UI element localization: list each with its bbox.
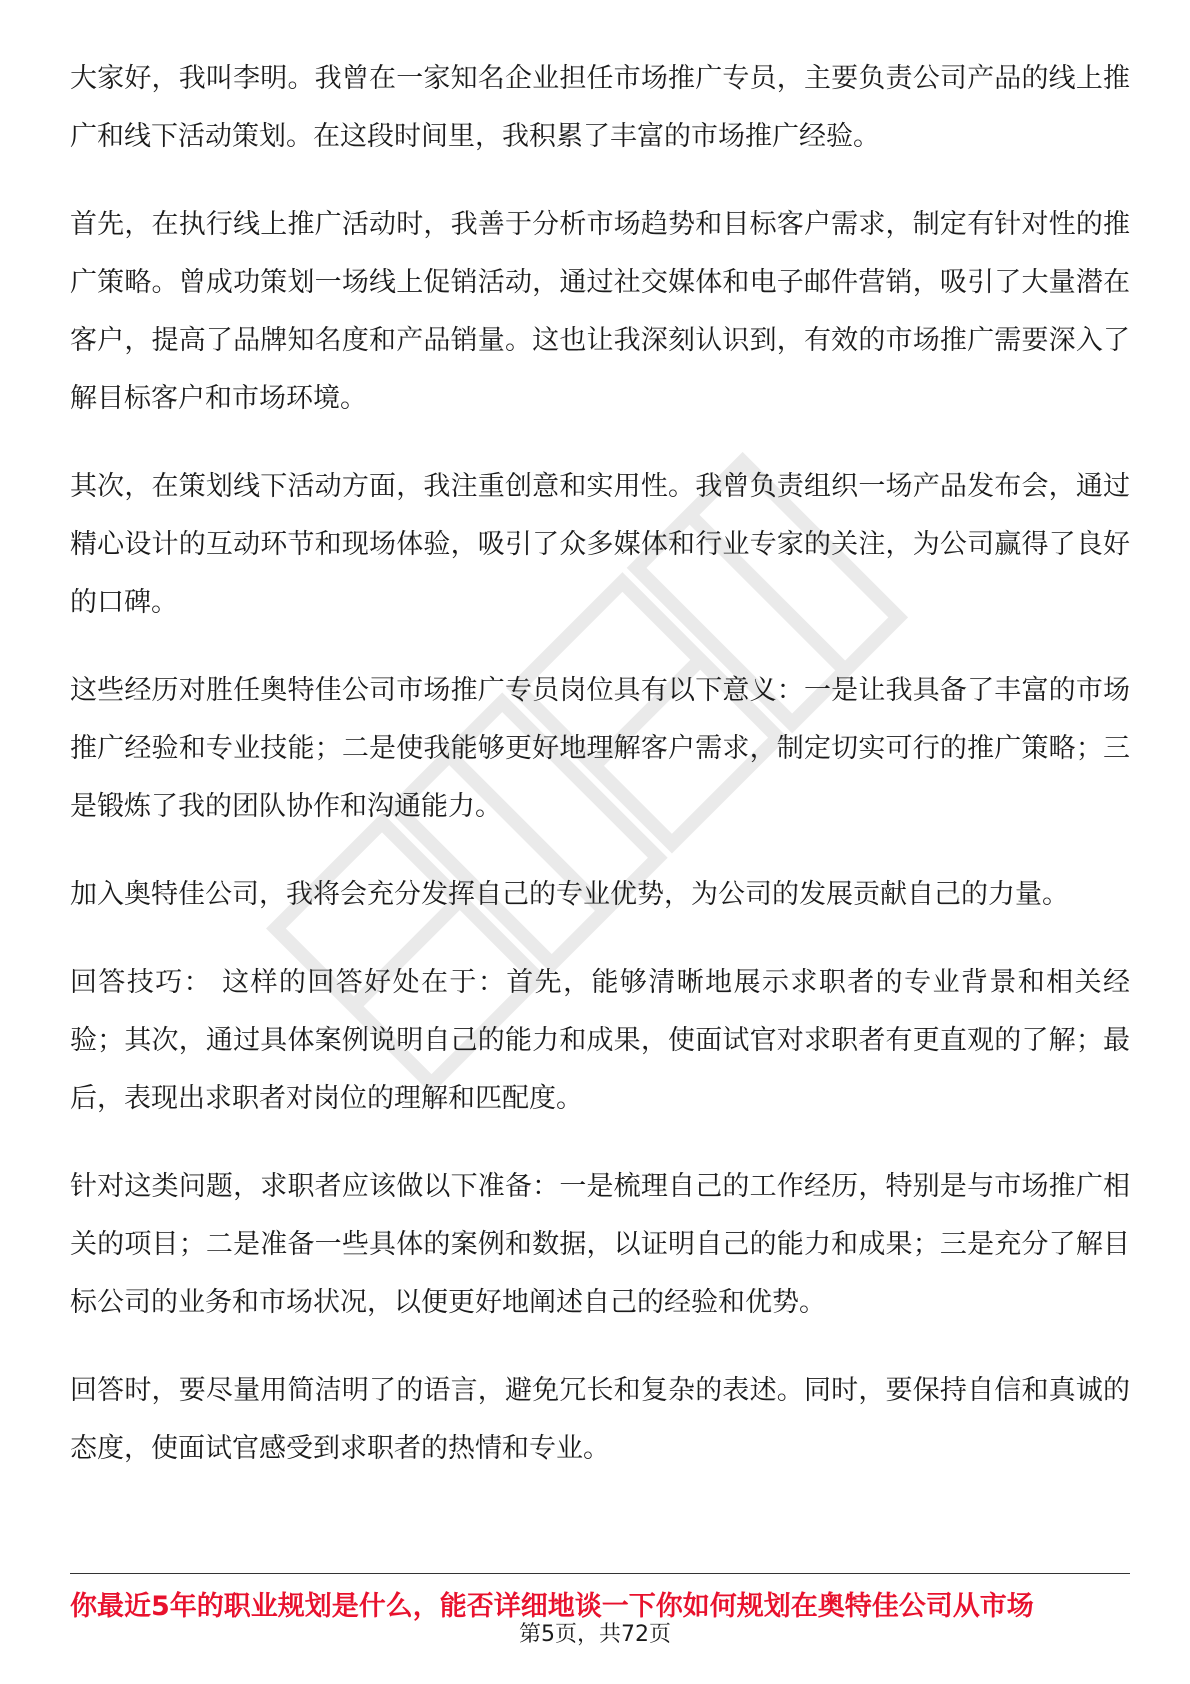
paragraph-intro: 大家好，我叫李明。我曾在一家知名企业担任市场推广专员，主要负责公司产品的线上推广和线下活动策划。在这段时间里，我积累了丰富的市场推广经验。 [70,63,1130,152]
document-body [70,50,1130,1508]
paragraph-preparation: 针对这类问题，求职者应该做以下准备：一是梳理自己的工作经历，特别是与市场推广相关的项目；二是准备一些具体的案例和数据，以证明自己的能力和成果；三是充分了解目标公司的业务和市场状况，以便更好地阐述自己的经验和优势。 [70,1171,1130,1318]
page-number: 第5页，共72页 [519,1622,671,1647]
paragraph-answer-tips: 回答技巧： 这样的回答好处在于：首先，能够清晰地展示求职者的专业背景和相关经验；其次，通过具体案例说明自己的能力和成果，使面试官对求职者有更直观的了解；最后，表现出求职者对岗位的理解和匹配度。 [70,967,1130,1114]
paragraph-online-promotion: 首先，在执行线上推广活动时，我善于分析市场趋势和目标客户需求，制定有针对性的推广策略。曾成功策划一场线上促销活动，通过社交媒体和电子邮件营销，吸引了大量潜在客户，提高了品牌知名度和产品销量。这也让我深刻认识到，有效的市场推广需要深入了解目标客户和市场环境。 [70,209,1130,414]
section-divider [70,1573,1130,1574]
paragraph-offline-events: 其次，在策划线下活动方面，我注重创意和实用性。我曾负责组织一场产品发布会，通过精心设计的互动环节和现场体验，吸引了众多媒体和行业专家的关注，为公司赢得了良好的口碑。 [70,471,1130,618]
paragraph-joining: 加入奥特佳公司，我将会充分发挥自己的专业优势，为公司的发展贡献自己的力量。 [70,879,1069,910]
paragraph-significance: 这些经历对胜任奥特佳公司市场推广专员岗位具有以下意义：一是让我具备了丰富的市场推广经验和专业技能；二是使我能够更好地理解客户需求，制定切实可行的推广策略；三是锻炼了我的团队协作和沟通能力。 [70,675,1130,822]
paragraph-answer-style: 回答时，要尽量用简洁明了的语言，避免冗长和复杂的表述。同时，要保持自信和真诚的态度，使面试官感受到求职者的热情和专业。 [70,1375,1130,1464]
next-question-heading: 你最近5年的职业规划是什么，能否详细地谈一下你如何规划在奥特佳公司从市场 [70,1591,1034,1622]
